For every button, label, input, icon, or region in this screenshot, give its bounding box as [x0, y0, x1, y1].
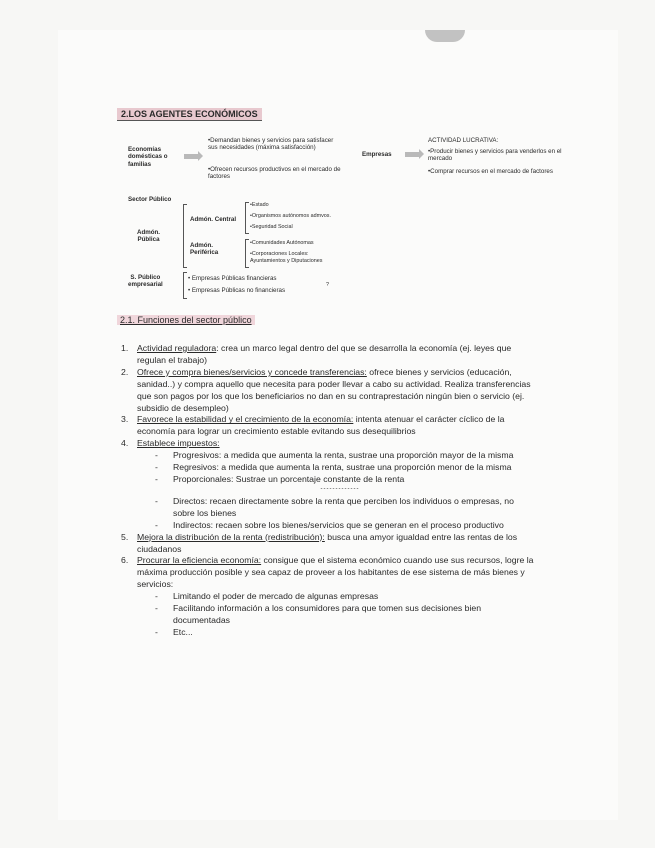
impuestos-sublist — [155, 450, 537, 531]
list-item: - Facilitando información a los consumidores para que tomen sus decisiones bien documentadas — [155, 603, 482, 625]
item-title: Procurar la eficiencia economía: — [137, 555, 262, 566]
brace-icon — [245, 202, 249, 234]
item-title: Actividad reguladora — [137, 343, 217, 353]
periferica-item-1: •Comunidades Autónomas — [250, 240, 314, 246]
list-item: 6. Procurar la eficiencia economía: consigue que el sistema económico cuando use sus recursos, logre la máxima producción posible y sea capaz de proveer a los habitantes de ese sistema de más bienes y servicios: — [121, 555, 534, 590]
item-title: Favorece la estabilidad y el crecimiento de la economía: — [137, 414, 354, 425]
item-text: consigue que el sistema económico cuando use sus recursos, logre la máxima producción posible y sea capaz de proveer a los habitantes de ese sistema de más bienes y servicios: — [137, 555, 534, 590]
page-title: 2.LOS AGENTES ECONÓMICOS — [117, 108, 262, 121]
paper-stain — [425, 30, 465, 42]
brace-icon — [183, 204, 187, 268]
list-item: - Progresivos: a medida que aumenta la renta, sustrae una proporción mayor de la misma — [155, 450, 514, 461]
question-mark: ? — [326, 282, 329, 288]
sector-publico-label: Sector Público — [128, 196, 172, 203]
eficiencia-sublist — [155, 591, 537, 639]
separator: ------------- — [320, 485, 360, 492]
list-item: 3. Favorece la estabilidad y el crecimiento de la economía: intenta atenuar el carácter cíclico de la economía para lograr un crecimiento estable evitando sus desequilibrios — [121, 414, 505, 437]
admon-publica-label: Admón. Pública — [137, 229, 161, 244]
brace-icon — [183, 272, 187, 299]
item-text: busca una amyor igualdad entre las rentas de los ciudadanos — [137, 531, 518, 554]
list-item: 4. Establece impuestos: — [121, 438, 220, 449]
empresas-item-1: •Producir bienes y servicios para venderlos en el mercado — [428, 148, 562, 163]
item-text: intenta atenuar el carácter cíclico de la economía para lograr un crecimiento estable evitando sus desequilibrios — [137, 414, 505, 437]
item-title: Mejora la distribución de la renta (redistribución): — [137, 531, 325, 542]
list-item: 1. Actividad reguladora: crea un marco legal dentro del que se desarrolla la economía (ej. leyes que regulan el trabajo) — [121, 343, 512, 365]
empresarial-item-2: • Empresas Públicas no financieras — [188, 287, 286, 294]
list-item: 5. Mejora la distribución de la renta (redistribución): busca una amyor igualdad entre las rentas de los ciudadanos — [121, 531, 518, 554]
empresas-heading: ACTIVIDAD LUCRATIVA: — [428, 137, 499, 144]
empresas-item-2: •Comprar recursos en el mercado de factores — [428, 168, 553, 175]
item-title: Ofrece y compra bienes/servicios y concede transferencias: — [137, 366, 367, 377]
central-item-2: •Organismos autónomos admvos. — [250, 213, 331, 219]
item-title: Establece impuestos: — [137, 438, 220, 449]
item-text: : crea un marco legal dentro del que se desarrolla la economía (ej. leyes que regulan el trabajo) — [137, 343, 512, 365]
s-publico-empresarial-label: S. Público empresarial — [128, 274, 163, 289]
economias-item-2: •Ofrecen recursos productivos en el mercado de factores — [208, 166, 341, 181]
list-item: - Directos: recaen directamente sobre la renta que perciben los individuos o empresas, no sobre los bienes — [155, 495, 514, 518]
admon-periferica-label: Admón. Periférica — [190, 242, 219, 257]
economias-item-1: •Demandan bienes y servicios para satisfacer sus necesidades (máxima satisfacción) — [208, 137, 334, 152]
economias-label: Economías domésticas o familias — [128, 146, 168, 168]
arrow-icon — [405, 152, 419, 157]
section-heading: 2.1. Funciones del sector público — [117, 315, 255, 325]
admon-central-label: Admón. Central — [190, 216, 237, 223]
list-item: 2. Ofrece y compra bienes/servicios y concede transferencias: ofrece bienes y servicios (educación, sanidad..) y compra aquello que necesita para poder llevar a cabo su actividad. Realiza transferencias que son pagos por los que los beneficiarios no dan en su contraprestación ningún bien o servicio (ej. subsidio de desempleo) — [121, 366, 531, 413]
functions-list — [121, 343, 537, 639]
list-item: - Indirectos: recaen sobre los bienes/servicios que se generan en el proceso productivo — [155, 519, 504, 530]
central-item-1: •Estado — [250, 202, 269, 208]
list-item: - Proporcionales: Sustrae un porcentaje constante de la renta — [155, 473, 405, 484]
item-text: ofrece bienes y servicios (educación, sanidad..) y compra aquello que necesita para poder llevar a cabo su actividad. Realiza transferencias que son pagos por los que los beneficiarios no dan en su contraprestación ningún bien o servicio (ej. subsidio de desempleo) — [137, 366, 531, 413]
central-item-3: •Seguridad Social — [250, 224, 293, 230]
list-item: - Limitando el poder de mercado de algunas empresas — [155, 591, 379, 602]
empresas-label: Empresas — [362, 151, 392, 158]
periferica-item-2: •Corporaciones Locales: Ayuntamientos y Diputaciones — [250, 251, 323, 264]
list-item: - Regresivos: a medida que aumenta la renta, sustrae una proporción menor de la misma — [155, 462, 512, 473]
arrow-icon — [184, 154, 198, 159]
empresarial-item-1: • Empresas Públicas financieras — [188, 275, 277, 282]
brace-icon — [245, 239, 249, 268]
list-item: - Etc... — [155, 626, 193, 637]
